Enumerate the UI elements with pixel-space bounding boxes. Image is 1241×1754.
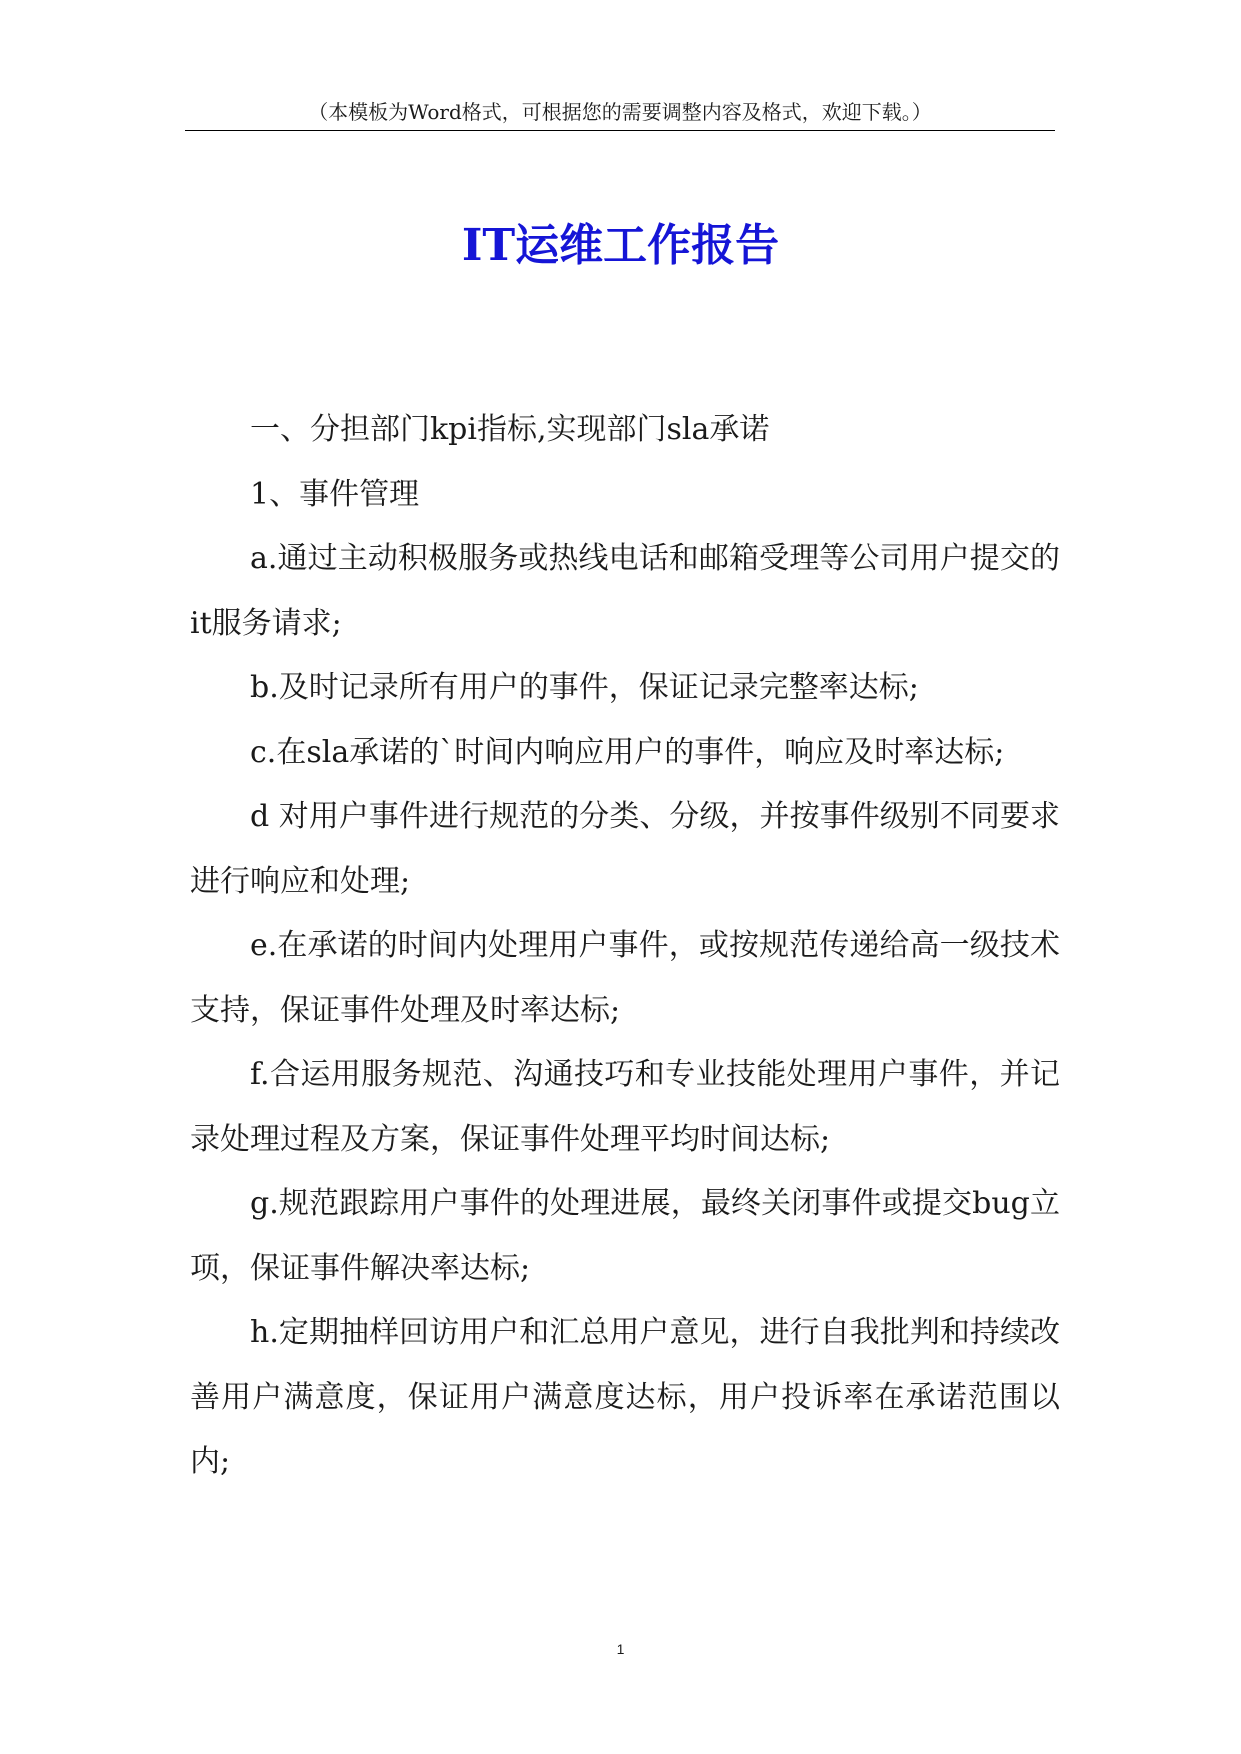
paragraph-item-b: b.及时记录所有用户的事件，保证记录完整率达标;	[250, 670, 919, 705]
paragraph-item-g: g.规范跟踪用户事件的处理进展，最终关闭事件或提交bug立项，保证事件解决率达标;	[190, 1186, 1060, 1286]
document-body	[190, 398, 1060, 1495]
subsection-heading: 1、事件管理	[250, 476, 420, 512]
template-notice: （本模板为Word格式，可根据您的需要调整内容及格式，欢迎下载。）	[308, 100, 932, 124]
header-divider	[185, 130, 1055, 131]
paragraph-item-a: a.通过主动积极服务或热线电话和邮箱受理等公司用户提交的it服务请求;	[190, 541, 1060, 641]
paragraph-item-d: d 对用户事件进行规范的分类、分级，并按事件级别不同要求进行响应和处理;	[190, 799, 1060, 899]
page-number: 1	[616, 1641, 625, 1657]
document-title: IT运维工作报告	[461, 220, 780, 271]
paragraph-item-h: h.定期抽样回访用户和汇总用户意见，进行自我批判和持续改善用户满意度，保证用户满意度达标，用户投诉率在承诺范围以内;	[190, 1315, 1060, 1479]
paragraph-item-f: f.合运用服务规范、沟通技巧和专业技能处理用户事件，并记录处理过程及方案，保证事件处理平均时间达标;	[190, 1057, 1060, 1157]
section-heading: 一、分担部门kpi指标,实现部门sla承诺	[250, 412, 770, 447]
paragraph-item-c: c.在sla承诺的`时间内响应用户的事件，响应及时率达标;	[250, 734, 1005, 770]
paragraph-item-e: e.在承诺的时间内处理用户事件，或按规范传递给高一级技术支持，保证事件处理及时率达标;	[190, 928, 1060, 1028]
